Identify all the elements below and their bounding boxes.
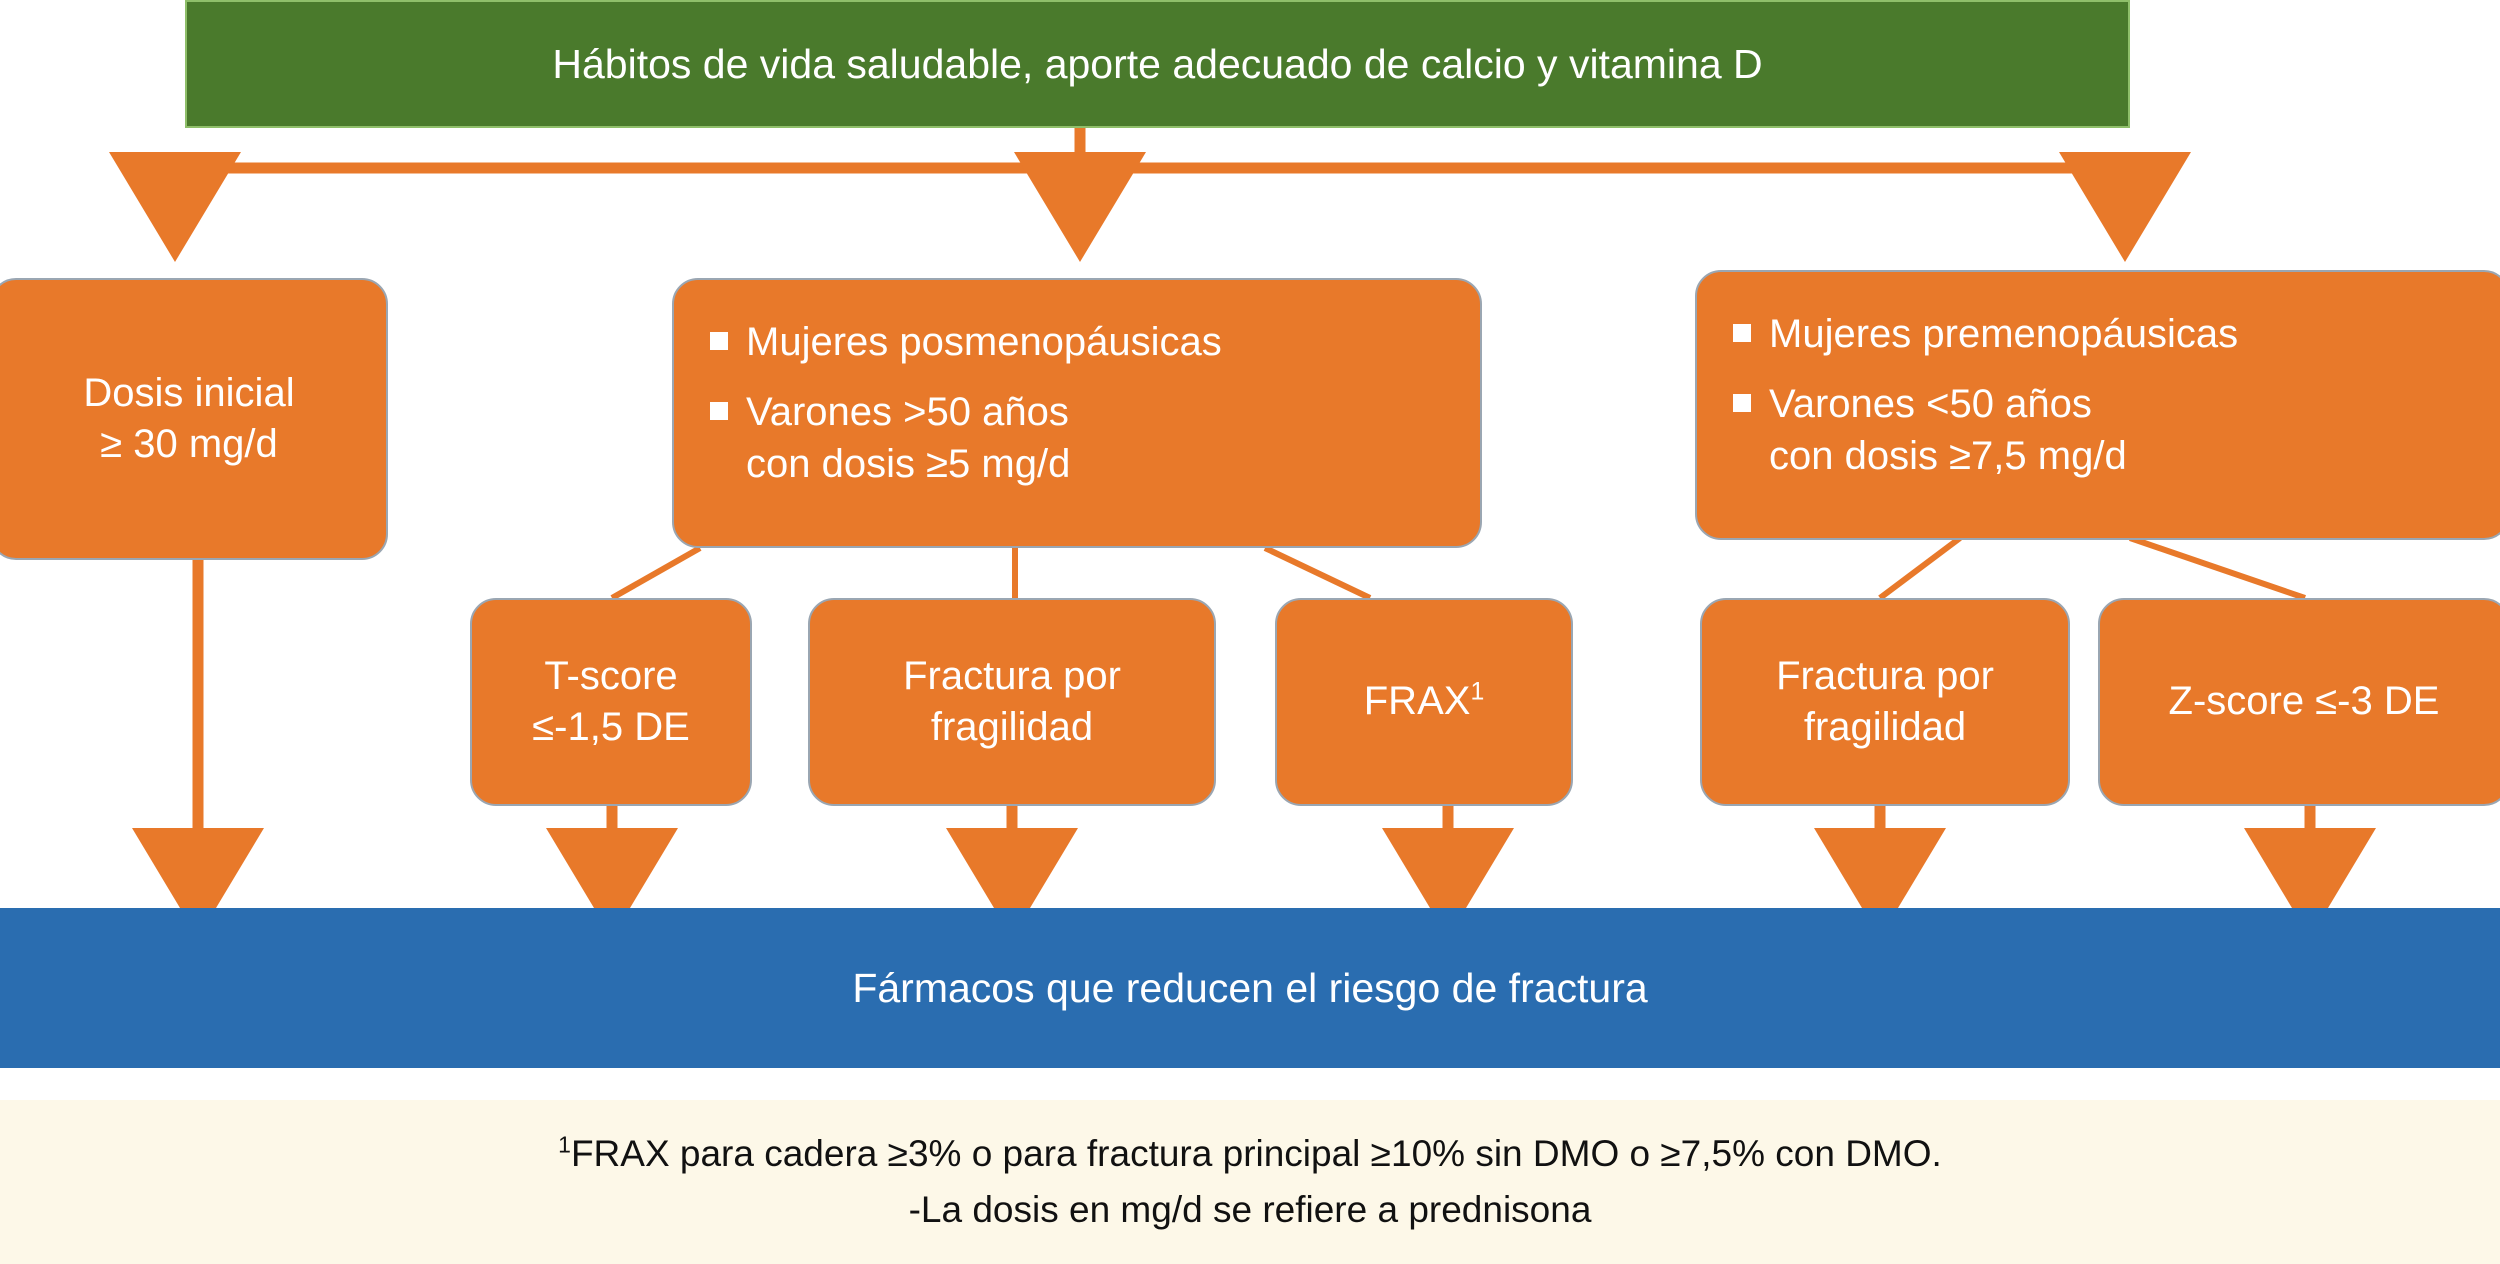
z-score-node bbox=[2098, 598, 2500, 806]
frax-node bbox=[1275, 598, 1573, 806]
postmenopausal-bullet-2-line1: Varones >50 años bbox=[746, 390, 1069, 434]
postmenopausal-bullet-2-line2: con dosis ≥5 mg/d bbox=[746, 442, 1071, 486]
premenopausal-bullet-1-label: Mujeres premenopáusicas bbox=[1769, 312, 2239, 356]
initial-dose-line1: Dosis inicial bbox=[83, 370, 295, 415]
square-bullet-icon bbox=[1733, 394, 1751, 412]
fragility-fracture-post-line1: Fractura por bbox=[903, 653, 1121, 698]
square-bullet-icon bbox=[1733, 324, 1751, 342]
fracture-risk-drugs-bar bbox=[0, 908, 2500, 1068]
fragility-fracture-post-line2: fragilidad bbox=[930, 705, 1094, 749]
frax-label: FRAX bbox=[1363, 679, 1471, 724]
footnote-line1: FRAX para cadera ≥3% o para fractura principal ≥10% sin DMO o ≥7,5% con DMO. bbox=[570, 1133, 1942, 1174]
postmenopausal-bullet-2 bbox=[704, 386, 1446, 490]
premenopausal-bullet-2-line2: con dosis ≥7,5 mg/d bbox=[1769, 434, 2127, 478]
fragility-fracture-pre-node bbox=[1700, 598, 2070, 806]
healthy-habits-bar bbox=[185, 0, 2130, 128]
fragility-fracture-pre-line1: Fractura por bbox=[1776, 653, 1994, 698]
square-bullet-icon bbox=[710, 332, 728, 350]
premenopausal-bullet-2-line1: Varones <50 años bbox=[1769, 382, 2092, 426]
t-score-line2: ≤-1,5 DE bbox=[532, 705, 690, 749]
fracture-risk-drugs-label: Fármacos que reducen el riesgo de fractura bbox=[852, 964, 1648, 1011]
postmenopausal-bullet-1 bbox=[704, 316, 1446, 368]
footnote-line2: -La dosis en mg/d se refiere a prednisona bbox=[908, 1188, 1592, 1230]
premenopausal-group-node bbox=[1695, 270, 2500, 540]
square-bullet-icon bbox=[710, 402, 728, 420]
fragility-fracture-post-node bbox=[808, 598, 1216, 806]
premenopausal-bullet-1 bbox=[1727, 308, 2474, 360]
healthy-habits-label: Hábitos de vida saludable, aporte adecuado de calcio y vitamina D bbox=[552, 40, 1763, 87]
footnote-marker: 1 bbox=[558, 1131, 571, 1158]
t-score-node bbox=[470, 598, 752, 806]
frax-footnote-marker: 1 bbox=[1470, 679, 1485, 707]
postmenopausal-bullet-1-label: Mujeres posmenopáusicas bbox=[746, 320, 1222, 364]
premenopausal-bullet-2 bbox=[1727, 378, 2474, 482]
fragility-fracture-pre-line2: fragilidad bbox=[1803, 705, 1967, 749]
postmenopausal-group-node bbox=[672, 278, 1482, 548]
t-score-line1: T-score bbox=[544, 653, 678, 698]
z-score-label: Z-score ≤-3 DE bbox=[2168, 679, 2440, 724]
initial-dose-node bbox=[0, 278, 388, 560]
footnote-block bbox=[0, 1100, 2500, 1264]
initial-dose-line2: ≥ 30 mg/d bbox=[100, 422, 278, 466]
